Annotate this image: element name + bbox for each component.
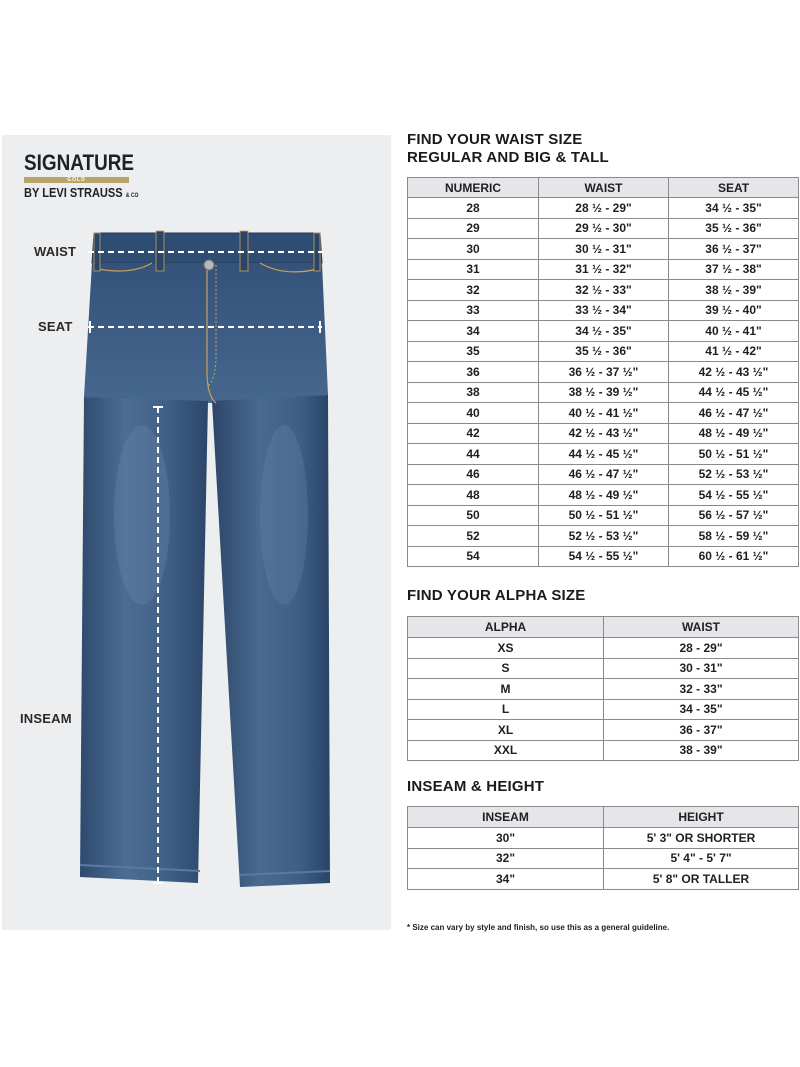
footnote: * Size can vary by style and finish, so use this as a general guideline. <box>407 923 670 932</box>
table-cell: 44 ½ - 45 ½" <box>669 382 799 403</box>
table-cell: 36 - 37" <box>604 720 799 741</box>
table-cell: 30 - 31" <box>604 658 799 679</box>
table-cell: 54 ½ - 55 ½" <box>669 485 799 506</box>
table-row <box>408 464 799 485</box>
table-row <box>408 679 799 700</box>
table-cell: 41 ½ - 42" <box>669 341 799 362</box>
jeans-upper <box>84 263 328 403</box>
table-cell: 40 <box>408 403 539 424</box>
table-cell: 34 - 35" <box>604 699 799 720</box>
table-cell: 32 - 33" <box>604 679 799 700</box>
table-cell: 40 ½ - 41" <box>669 321 799 342</box>
table-cell: 31 <box>408 259 539 280</box>
table-row <box>408 638 799 659</box>
table-row <box>408 485 799 506</box>
table-cell: S <box>408 658 604 679</box>
table-cell: 28 - 29" <box>604 638 799 659</box>
table-cell: 5' 4" - 5' 7" <box>604 848 799 869</box>
table-row <box>408 423 799 444</box>
table-cell: 44 <box>408 444 539 465</box>
table-cell: 42 <box>408 423 539 444</box>
table-row <box>408 505 799 526</box>
table-row <box>408 699 799 720</box>
table-cell: 35 ½ - 36" <box>539 341 669 362</box>
table-cell: 5' 8" OR TALLER <box>604 869 799 890</box>
table-header-row <box>408 617 799 638</box>
table-row <box>408 403 799 424</box>
waist-size-title-line2: REGULAR AND BIG & TALL <box>407 149 609 166</box>
fade-highlight <box>114 425 170 605</box>
table-cell: 33 ½ - 34" <box>539 300 669 321</box>
table-cell: 36 ½ - 37 ½" <box>539 362 669 383</box>
table-cell: 48 <box>408 485 539 506</box>
brand-signature: SIGNATURE <box>24 150 135 175</box>
brand-levi-text: BY LEVI STRAUSS <box>24 185 123 200</box>
fade-highlight <box>260 425 308 605</box>
inseam-label: INSEAM <box>20 711 72 726</box>
table-row <box>408 720 799 741</box>
waist-label: WAIST <box>34 244 77 259</box>
column-header: WAIST <box>539 178 669 198</box>
table-cell: 33 <box>408 300 539 321</box>
table-cell: 32" <box>408 848 604 869</box>
table-row <box>408 321 799 342</box>
table-cell: 42 ½ - 43 ½" <box>539 423 669 444</box>
brand-gold-bar: GOLD <box>24 177 129 183</box>
table-row <box>408 300 799 321</box>
inseam-height-table <box>407 806 799 890</box>
table-cell: 58 ½ - 59 ½" <box>669 526 799 547</box>
table-cell: 44 ½ - 45 ½" <box>539 444 669 465</box>
table-cell: 46 ½ - 47 ½" <box>669 403 799 424</box>
table-cell: 28 <box>408 198 539 219</box>
table-cell: 46 ½ - 47 ½" <box>539 464 669 485</box>
table-cell: 5' 3" OR SHORTER <box>604 828 799 849</box>
table-cell: XL <box>408 720 604 741</box>
table-cell: L <box>408 699 604 720</box>
table-row <box>408 546 799 567</box>
waist-size-title-line1: FIND YOUR WAIST SIZE <box>407 131 583 148</box>
table-cell: 60 ½ - 61 ½" <box>669 546 799 567</box>
table-row <box>408 382 799 403</box>
table-cell: 32 <box>408 280 539 301</box>
table-row <box>408 740 799 761</box>
table-cell: 32 ½ - 33" <box>539 280 669 301</box>
table-cell: 48 ½ - 49 ½" <box>539 485 669 506</box>
table-cell: 54 <box>408 546 539 567</box>
table-cell: 36 ½ - 37" <box>669 239 799 260</box>
table-row <box>408 444 799 465</box>
table-cell: 30 <box>408 239 539 260</box>
table-row <box>408 869 799 890</box>
table-cell: 35 ½ - 36" <box>669 218 799 239</box>
table-cell: 52 <box>408 526 539 547</box>
table-row <box>408 828 799 849</box>
table-row <box>408 198 799 219</box>
column-header: ALPHA <box>408 617 604 638</box>
table-cell: 34 ½ - 35" <box>669 198 799 219</box>
table-cell: 38 ½ - 39 ½" <box>539 382 669 403</box>
table-cell: 31 ½ - 32" <box>539 259 669 280</box>
column-header: HEIGHT <box>604 807 799 828</box>
table-cell: 29 <box>408 218 539 239</box>
waistband <box>92 233 322 263</box>
table-cell: 29 ½ - 30" <box>539 218 669 239</box>
column-header: NUMERIC <box>408 178 539 198</box>
table-cell: 38 <box>408 382 539 403</box>
table-cell: 52 ½ - 53 ½" <box>539 526 669 547</box>
table-header-row <box>408 807 799 828</box>
table-cell: 46 <box>408 464 539 485</box>
table-cell: 38 ½ - 39" <box>669 280 799 301</box>
column-header: SEAT <box>669 178 799 198</box>
table-row <box>408 218 799 239</box>
column-header: WAIST <box>604 617 799 638</box>
table-row <box>408 259 799 280</box>
table-cell: 34 <box>408 321 539 342</box>
table-cell: 38 - 39" <box>604 740 799 761</box>
table-cell: 28 ½ - 29" <box>539 198 669 219</box>
alpha-size-table <box>407 616 799 761</box>
table-cell: 48 ½ - 49 ½" <box>669 423 799 444</box>
table-row <box>408 341 799 362</box>
table-row <box>408 280 799 301</box>
table-header-row <box>408 178 799 198</box>
jeans-illustration <box>2 135 391 930</box>
alpha-size-title: FIND YOUR ALPHA SIZE <box>407 587 586 604</box>
seat-label: SEAT <box>38 319 73 334</box>
inseam-height-title: INSEAM & HEIGHT <box>407 778 545 795</box>
table-cell: 34" <box>408 869 604 890</box>
table-cell: 52 ½ - 53 ½" <box>669 464 799 485</box>
table-cell: 36 <box>408 362 539 383</box>
table-cell: 30 ½ - 31" <box>539 239 669 260</box>
table-cell: 56 ½ - 57 ½" <box>669 505 799 526</box>
table-cell: 30" <box>408 828 604 849</box>
table-cell: 37 ½ - 38" <box>669 259 799 280</box>
waist-size-table <box>407 177 799 567</box>
table-row <box>408 526 799 547</box>
table-cell: 40 ½ - 41 ½" <box>539 403 669 424</box>
table-cell: 34 ½ - 35" <box>539 321 669 342</box>
table-cell: 50 ½ - 51 ½" <box>669 444 799 465</box>
table-row <box>408 362 799 383</box>
table-cell: 50 ½ - 51 ½" <box>539 505 669 526</box>
column-header: INSEAM <box>408 807 604 828</box>
waist-size-title <box>407 131 609 167</box>
table-cell: 39 ½ - 40" <box>669 300 799 321</box>
brand-levi-suffix: & CO <box>125 193 139 199</box>
table-row <box>408 239 799 260</box>
table-cell: XXL <box>408 740 604 761</box>
table-cell: 35 <box>408 341 539 362</box>
button-icon <box>204 260 214 270</box>
table-cell: 42 ½ - 43 ½" <box>669 362 799 383</box>
product-panel <box>2 135 391 930</box>
table-cell: 50 <box>408 505 539 526</box>
table-cell: M <box>408 679 604 700</box>
table-cell: XS <box>408 638 604 659</box>
table-row <box>408 848 799 869</box>
table-row <box>408 658 799 679</box>
table-cell: 54 ½ - 55 ½" <box>539 546 669 567</box>
